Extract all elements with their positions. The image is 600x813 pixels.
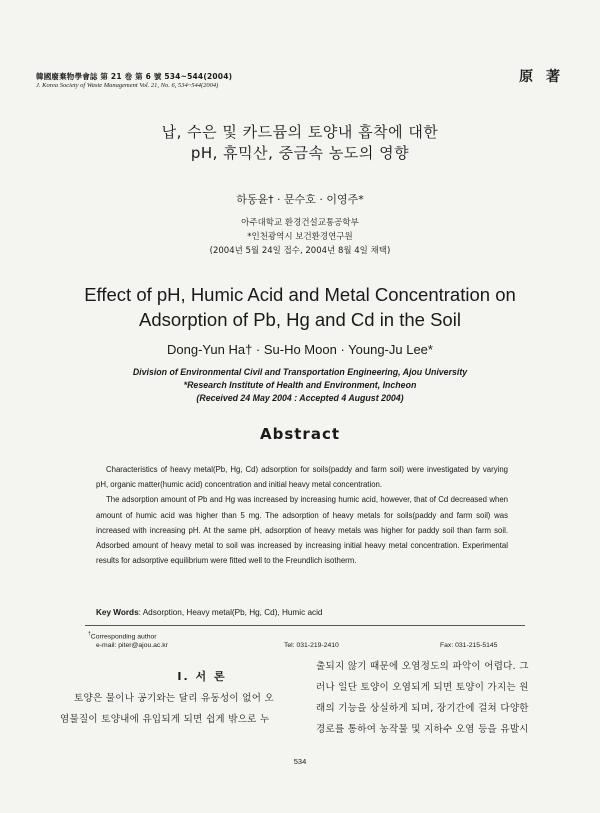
journal-header-korean: 韓國廢棄物學會誌 第 21 卷 第 6 號 534~544(2004) (36, 72, 233, 81)
english-authors: Dong-Yun Ha† · Su-Ho Moon · Young-Ju Lee* (167, 342, 433, 357)
korean-received-dates: (2004년 5월 24일 접수, 2004년 8월 4일 채택) (209, 246, 391, 256)
right-column-line: 래의 기능을 상실하게 되며, 장기간에 걸쳐 다양한 (316, 703, 529, 714)
keywords-label: Key Words (96, 608, 139, 617)
article-type-label: 原 著 (519, 69, 564, 85)
korean-affiliation-1: 아주대학교 환경건설교통공학부 (241, 218, 359, 228)
keywords (96, 608, 322, 617)
korean-title-line-2: pH, 휴믹산, 중금속 농도의 영향 (190, 144, 410, 162)
english-affiliation-2: *Research Institute of Health and Environment, Incheon (183, 380, 417, 390)
korean-title-line-1: 납, 수은 및 카드뮴의 토양내 흡착에 대한 (161, 123, 439, 141)
korean-authors: 하동윤† · 문수호 · 이영주* (236, 193, 364, 206)
page-number: 534 (293, 757, 307, 766)
right-column-line: 출되지 않기 때문에 오염정도의 파악이 어렵다. 그 (316, 661, 529, 672)
english-title (0, 282, 600, 332)
korean-affiliation-2: *인천광역시 보건환경연구원 (247, 232, 353, 242)
footnote-divider (85, 625, 525, 626)
journal-header-english: J. Korea Society of Waste Management Vol. 21, No. 6, 534~544(2004) (36, 82, 219, 89)
abstract-body (96, 462, 508, 568)
korean-affiliations (0, 216, 600, 258)
english-title-line-2: Adsorption of Pb, Hg and Cd in the Soil (139, 309, 461, 330)
korean-title (0, 122, 600, 164)
corresponding-author-label: Corresponding author (90, 633, 157, 641)
english-received-dates: (Received 24 May 2004 : Accepted 4 August 2004) (196, 393, 404, 403)
dagger-mark: † (88, 631, 91, 637)
footnote-corresponding (88, 631, 157, 640)
left-column-line: 토양은 물이나 공기와는 달리 유동성이 없어 오 (74, 693, 274, 704)
english-title-line-1: Effect of pH, Humic Acid and Metal Concentration on (84, 284, 516, 305)
footnote-tel: Tel: 031-219-2410 (284, 642, 339, 649)
footnote-fax: Fax: 031-215-5145 (440, 642, 498, 649)
abstract-paragraph-1: Characteristics of heavy metal(Pb, Hg, Cd) adsorption for soils(paddy and farm soil) were investigated by varying pH, organic matter(humic acid) concentration and initial heavy metal concentration. (96, 465, 508, 490)
introduction-heading: I. 서 론 (177, 670, 227, 683)
left-column-line: 염물질이 토양내에 유입되게 되면 쉽게 밖으로 누 (60, 714, 270, 725)
english-affiliations (0, 366, 600, 405)
footnote-email: e-mail: piter@ajou.ac.kr (96, 642, 168, 649)
introduction-left-column (60, 688, 300, 730)
right-column-line: 러나 일단 토양이 오염되게 되면 토양이 가지는 원 (316, 682, 529, 693)
introduction-right-column (316, 656, 540, 740)
abstract-paragraph-2: The adsorption amount of Pb and Hg was increased by increasing humic acid, however, that of Cd decreased when amount of humic acid was higher than 5 mg. The adsorption of heavy metals for soils(paddy and farm soil) was increased with increasing pH. At the same pH, adsorption of heavy metals was higher for paddy soil than farm soil. Adsorbed amount of heavy metal to soil was increased by increasing initial heavy metal concentration. Experimental results for adsorptive equilibrium were fitted well to the Freundlich isotherm. (96, 495, 508, 566)
abstract-heading: Abstract (259, 425, 341, 443)
right-column-line: 경로를 통하여 농작물 및 지하수 오염 등을 유발시 (316, 724, 529, 735)
keywords-text: : Adsorption, Heavy metal(Pb, Hg, Cd), Humic acid (138, 608, 323, 617)
english-affiliation-1: Division of Environmental Civil and Transportation Engineering, Ajou University (132, 367, 468, 377)
